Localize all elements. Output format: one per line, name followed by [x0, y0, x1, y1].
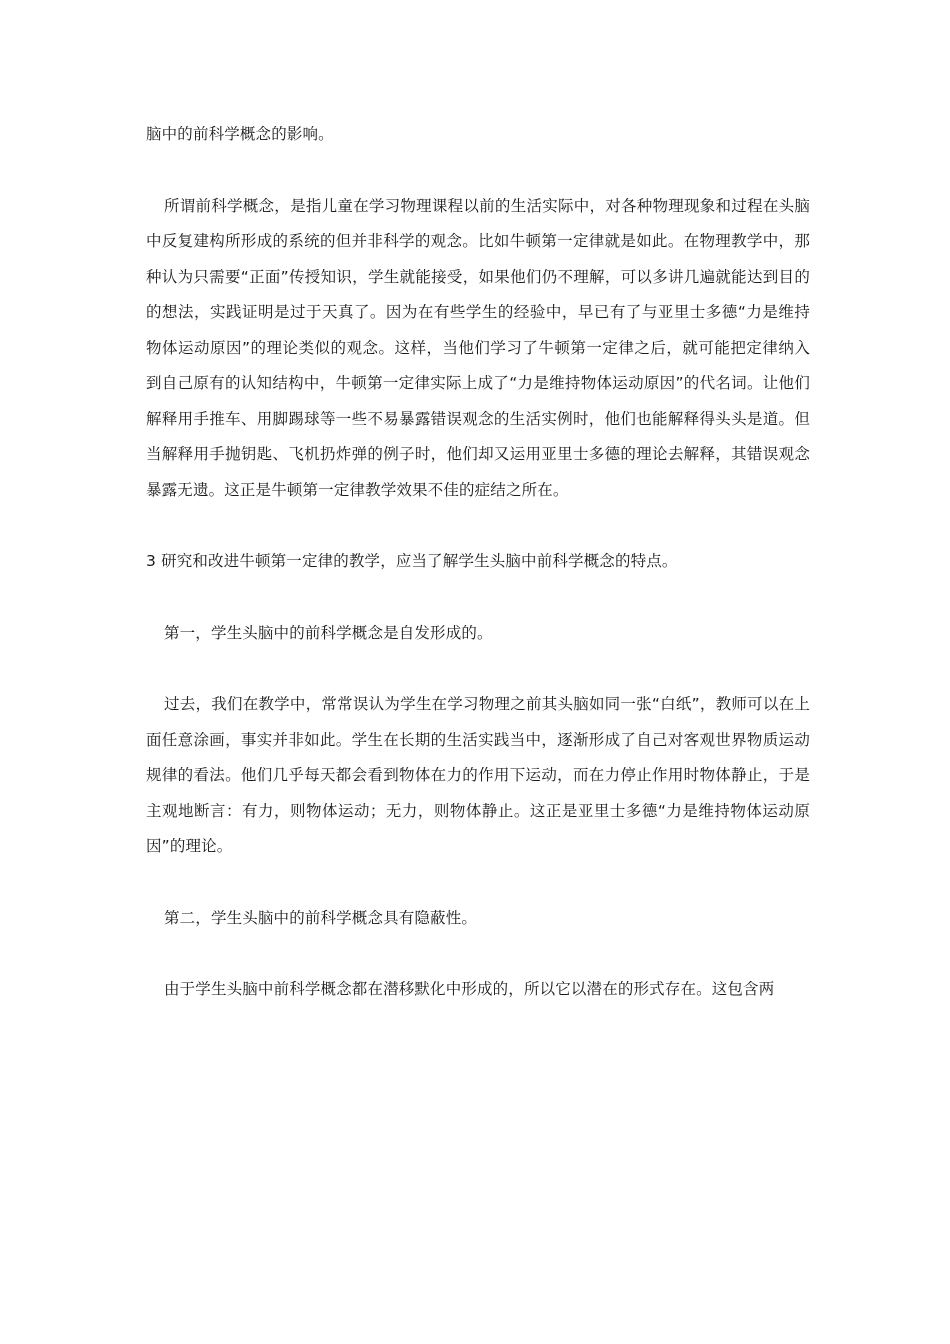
paragraph-gap — [146, 936, 810, 972]
section-heading-3: 3 研究和改进牛顿第一定律的教学，应当了解学生头脑中前科学概念的特点。 — [146, 552, 678, 570]
paragraph-blank-paper: 过去，我们在教学中，常常误认为学生在学习物理之前其头脑如同一张“白纸”，教师可以在上面任意涂画，事实并非如此。学生在长期的生活实践当中，逐渐形成了自己对客观世界物质运动规律的看法。他们几乎每天都会看到物体在力的作用下运动，而在力停止作用时物体静止，于是主观地断言：有力，则物体运动；无力，则物体静止。这正是亚里士多德“力是维持物体运动原因”的理论。 — [146, 695, 810, 855]
paragraph-gap — [146, 508, 810, 544]
paragraph-gap — [146, 153, 810, 189]
paragraph-prescientific-definition: 所谓前科学概念，是指儿童在学习物理课程以前的生活实际中，对各种物理现象和过程在头脑中反复建构所形成的系统的但并非科学的观念。比如牛顿第一定律就是如此。在物理教学中，那种认为只需要“正面”传授知识，学生就能接受，如果他们仍不理解，可以多讲几遍就能达到目的的想法，实践证明是过于天真了。因为在有些学生的经验中，早已有了与亚里士多德“力是维持物体运动原因”的理论类似的观念。这样，当他们学习了牛顿第一定律之后，就可能把定律纳入到自己原有的认知结构中，牛顿第一定律实际上成了“力是维持物体运动原因”的代名词。让他们解释用手推车、用脚踢球等一些不易暴露错误观念的生活实例时，他们也能解释得头头是道。但当解释用手抛钥匙、飞机扔炸弹的例子时，他们却又运用亚里士多德的理论去解释，其错误观念暴露无遗。这正是牛顿第一定律教学效果不佳的症结之所在。 — [146, 196, 810, 499]
paragraph-gap — [146, 865, 810, 901]
document-body — [146, 117, 810, 1008]
point-two-heading: 第二，学生头脑中的前科学概念具有隐蔽性。 — [164, 908, 478, 927]
paragraph-gap — [146, 580, 810, 616]
paragraph-gap — [146, 651, 810, 687]
paragraph-continuation: 脑中的前科学概念的影响。 — [146, 125, 334, 143]
paragraph-latent-form: 由于学生头脑中前科学概念都在潜移默化中形成的，所以它以潜在的形式存在。这包含两 — [164, 980, 775, 998]
point-one-heading: 第一，学生头脑中的前科学概念是自发形成的。 — [164, 623, 493, 642]
